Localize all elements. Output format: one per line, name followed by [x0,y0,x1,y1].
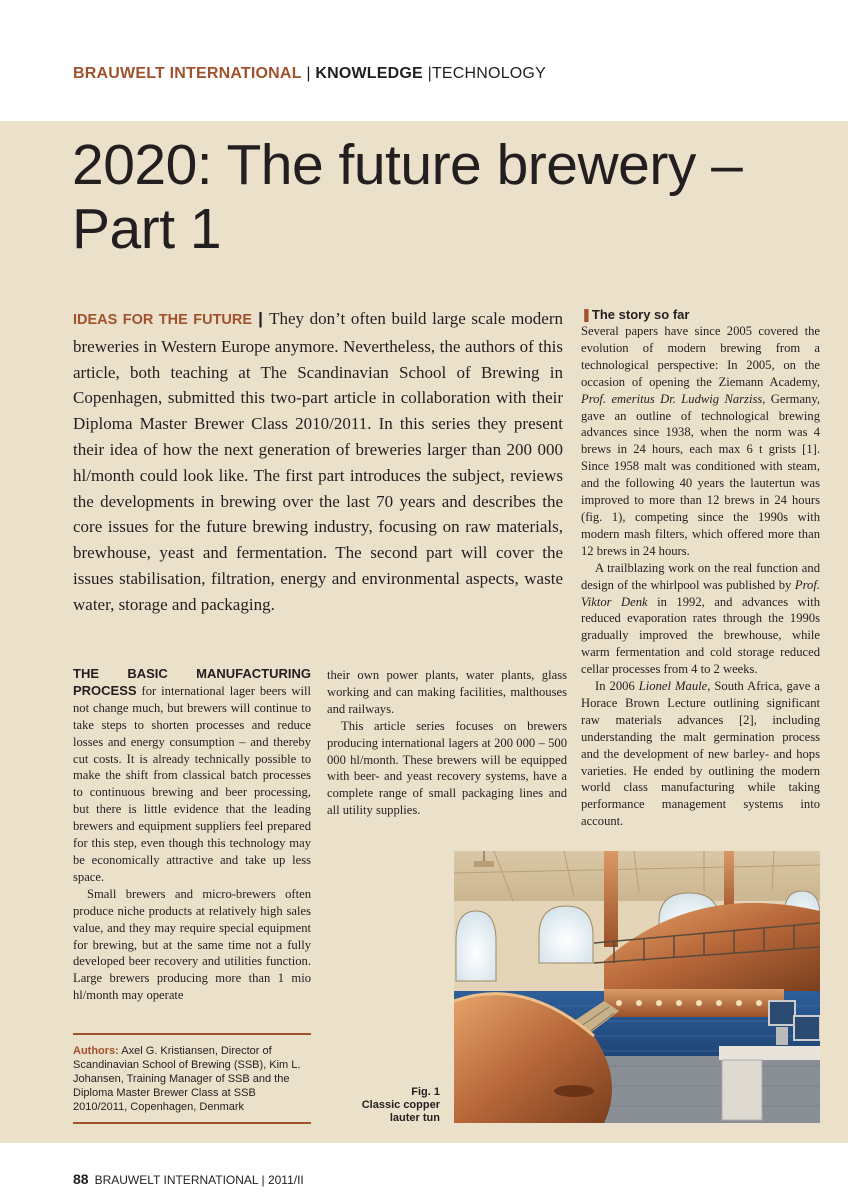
column-1 [73,666,311,1004]
running-header: BRAUWELT INTERNATIONAL | KNOWLEDGE |TECHNOLOGY [73,65,546,82]
page-footer [73,1171,304,1187]
header-brand: BRAUWELT INTERNATIONAL [73,65,302,82]
subhead-story-so-far: ❚The story so far [581,307,690,322]
col1-lead: THE BASIC MANUFACTURING PROCESS [73,666,311,698]
col3-paragraph-1: Several papers have since 2005 covered the evolution of modern brewing from a technological perspective: In 2005, on the occasion of opening the Ziemann Academy, Prof. emeritus Dr. Ludwig Narziss, Germany, gave an outline of technological brewing advances since 1938, when the norm was 4 brews in 24 hours, each max 6 t grists [1]. Since 1958 malt was conditioned with steam, and the following 40 years the lautertun was improved to more than 12 brews in 24 hours (fig. 1), competing since the 1990s with modern mash filters, which offered more than 12 brews in 24 hours. [581,324,820,558]
page-number: 88 [73,1171,89,1187]
authors-text: Axel G. Kristiansen, Director of Scandinavian School of Brewing (SSB), Kim L. Johansen, Training Manager of SSB and the Diploma Master Brewer Class at SSB 2010/2011, Copenhagen, Denmark [73,1045,301,1113]
intro-text: They don’t often build large scale modern breweries in Western Europe anymore. Nevertheless, the authors of this article, both teaching at The Scandinavian School of Brewing in Copenhagen, submitted this two-part article in collaboration with their Diploma Master Brewer Class 2010/2011. In this series they present their idea of how the next generation of breweries larger than 200 000 hl/month could look like. The first part introduces the subject, reviews the developments in brewing over the last 70 years and describes the core issues for the future brewing industry, focusing on raw materials, brewhouse, yeast and fermentation. The second part will cover the issues stabilisation, filtration, energy and environmental aspects, waste water, storage and packaging. [73,309,563,614]
authors-box [73,1033,311,1124]
authors-label: Authors: [73,1045,119,1057]
column-2 [327,667,567,819]
title-line-2: Part 1 [72,197,222,261]
article-title [72,133,832,261]
intro-kicker: IDEAS FOR THE FUTURE [73,312,253,328]
title-line-1: 2020: The future brewery – [72,133,743,197]
lauter-tun-photo [454,851,820,1123]
col3-paragraph-2: A trailblazing work on the real function and design of the whirlpool was published by Prof. Viktor Denk in 1992, and advances with reduced evaporation rates through the 1990s gradually improved the brewhouse, while warm fermentation and cold storage reduced cellar processes from 4 to 2 weeks. [581,560,820,677]
col1-paragraph-1: for international lager beers will not change much, but brewers will continue to take steps to shorten processes and reduce losses and energy consumption – and thereby cut costs. It is already technically possible to make the shift from classical batch processes to continuous brewing and beer processing, but there is little evidence that the leading brewers and equipment suppliers feel prepared for this step, even though this technology may be economically attractive and take up less space. [73,683,311,884]
col2-paragraph-1: their own power plants, water plants, glass working and can making facilities, malthouses and railways. [327,668,567,716]
column-3 [581,306,820,830]
figure-caption-text: Classic copper lauter tun [361,1099,440,1124]
figure-number: Fig. 1 [411,1086,440,1098]
article-intro: IDEAS FOR THE FUTURE | They don’t often build large scale modern breweries in Western Europe anymore. Nevertheless, the authors of this article, both teaching at The Scandinavian School of Brewing in Copenhagen, submitted this two-part article in collaboration with their Diploma Master Brewer Class 2010/2011. In this series they present their idea of how the next generation of breweries larger than 200 000 hl/month could look like. The first part introduces the subject, reviews the developments in brewing over the last 70 years and describes the core issues for the future brewing industry, focusing on raw materials, brewhouse, yeast and fermentation. The second part will cover the issues stabilisation, filtration, energy and environmental aspects, waste water, storage and packaging. [73,309,563,614]
figure-caption [340,1086,440,1125]
footer-text: BRAUWELT INTERNATIONAL | 2011/II [94,1173,304,1187]
header-section: KNOWLEDGE [315,65,423,82]
header-subsection: TECHNOLOGY [431,65,546,82]
col3-paragraph-3: In 2006 Lionel Maule, South Africa, gave a Horace Brown Lecture outlining significant raw materials advances [2], including understanding the malt germination process and the development of new barley- and hops varieties. He ended by outlining the modern world class manufacturing while taking performance management systems into account. [581,679,820,829]
col2-paragraph-2: This article series focuses on brewers producing international lagers at 200 000 – 500 000 hl/month. These brewers will be equipped with beer- and yeast recovery systems, have a complete range of small packaging lines and all utility supplies. [327,718,567,818]
col1-paragraph-2: Small brewers and micro-brewers often produce niche products at relatively high sales value, and they may require special equipment for brewing, but at the same time not a fully developed beer recovery and utilities function. Large brewers producing more than 1 mio hl/month may operate [73,886,311,1003]
